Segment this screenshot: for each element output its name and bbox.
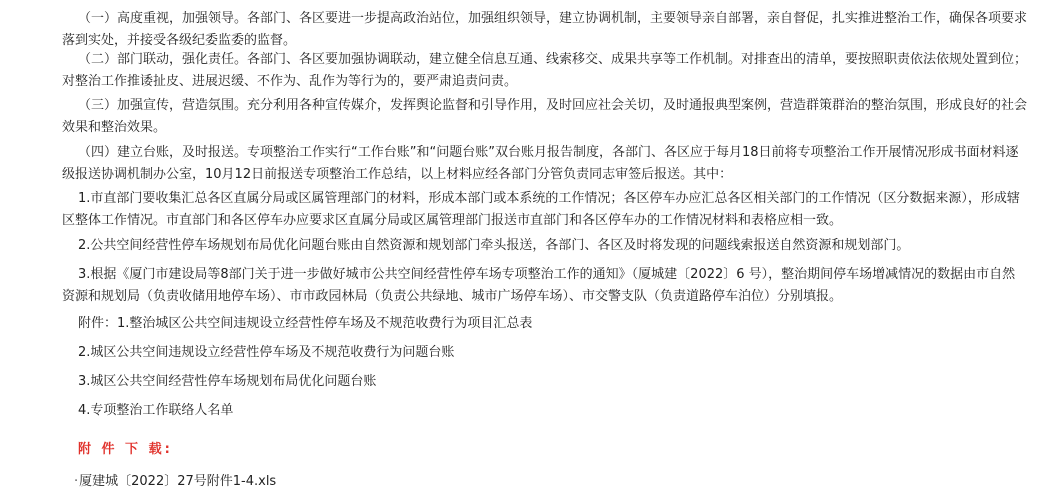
paragraph-item-3: 3.根据《厦门市建设局等8部门关于进一步做好城市公共空间经营性停车场专项整治工作的通知》（厦城建〔2022〕6 号），整治期间停车场增减情况的数据由市自然资源和规划局（负责收储用地停车场）、市市政园林局（负责公共绿地、城市广场停车场）、市交警支队（负责道路停车泊位）分别填报。 bbox=[62, 267, 1016, 304]
paragraph-leadership: （一）高度重视，加强领导。各部门、各区要进一步提高政治站位，加强组织领导，建立协调机制，主要领导亲自部署，亲自督促，扎实推进整治工作，确保各项要求落到实处，并接受各级纪委监委的监督。 bbox=[62, 11, 1028, 48]
bullet-icon: · bbox=[74, 474, 79, 489]
paragraph-item-2: 2.公共空间经营性停车场规划布局优化问题台账由自然资源和规划部门牵头报送，各部门、各区及时将发现的问题线索报送自然资源和规划部门。 bbox=[78, 238, 910, 253]
paragraph-item-1: 1.市直部门要收集汇总各区直属分局或区属管理部门的材料，形成本部门或本系统的工作情况；各区停车办应汇总各区相关部门的工作情况（区分数据来源），形成辖区整体工作情况。市直部门和各区停车办应要求区直属分局或区属管理部门报送市直部门和各区停车办的工作情况材料和表格应相一致。 bbox=[62, 191, 1020, 228]
attachment-item: 2.城区公共空间违规设立经营性停车场及不规范收费行为问题台账 bbox=[78, 345, 455, 360]
download-heading: 附 件 下 载: bbox=[78, 442, 173, 457]
attachment-intro: 附件：1.整治城区公共空间违规设立经营性停车场及不规范收费行为项目汇总表 bbox=[78, 316, 533, 331]
attachment-download-link[interactable] bbox=[74, 470, 276, 489]
attachment-item: 4.专项整治工作联络人名单 bbox=[78, 403, 234, 418]
paragraph-coordination: （二）部门联动，强化责任。各部门、各区要加强协调联动，建立健全信息互通、线索移交、成果共享等工作机制。对排查出的清单，要按照职责依法依规处置到位；对整治工作推诿扯皮、进展迟缓、不作为、乱作为等行为的，要严肃追责问责。 bbox=[62, 52, 1028, 89]
paragraph-ledger: （四）建立台账，及时报送。专项整治工作实行“工作台账”和“问题台账”双台账月报告制度，各部门、各区应于每月18日前将专项整治工作开展情况形成书面材料逐级报送协调机制办公室，10月12日前报送专项整治工作总结，以上材料应经各部门分管负责同志审签后报送。其中： bbox=[62, 145, 1019, 182]
attachment-item: 3.城区公共空间经营性停车场规划布局优化问题台账 bbox=[78, 374, 377, 389]
paragraph-publicity: （三）加强宣传，营造氛围。充分利用各种宣传媒介，发挥舆论监督和引导作用，及时回应社会关切，及时通报典型案例，营造群策群治的整治氛围，形成良好的社会效果和整治效果。 bbox=[62, 98, 1028, 135]
attachment-file-name: 厦建城〔2022〕27号附件1-4.xls bbox=[79, 474, 277, 489]
